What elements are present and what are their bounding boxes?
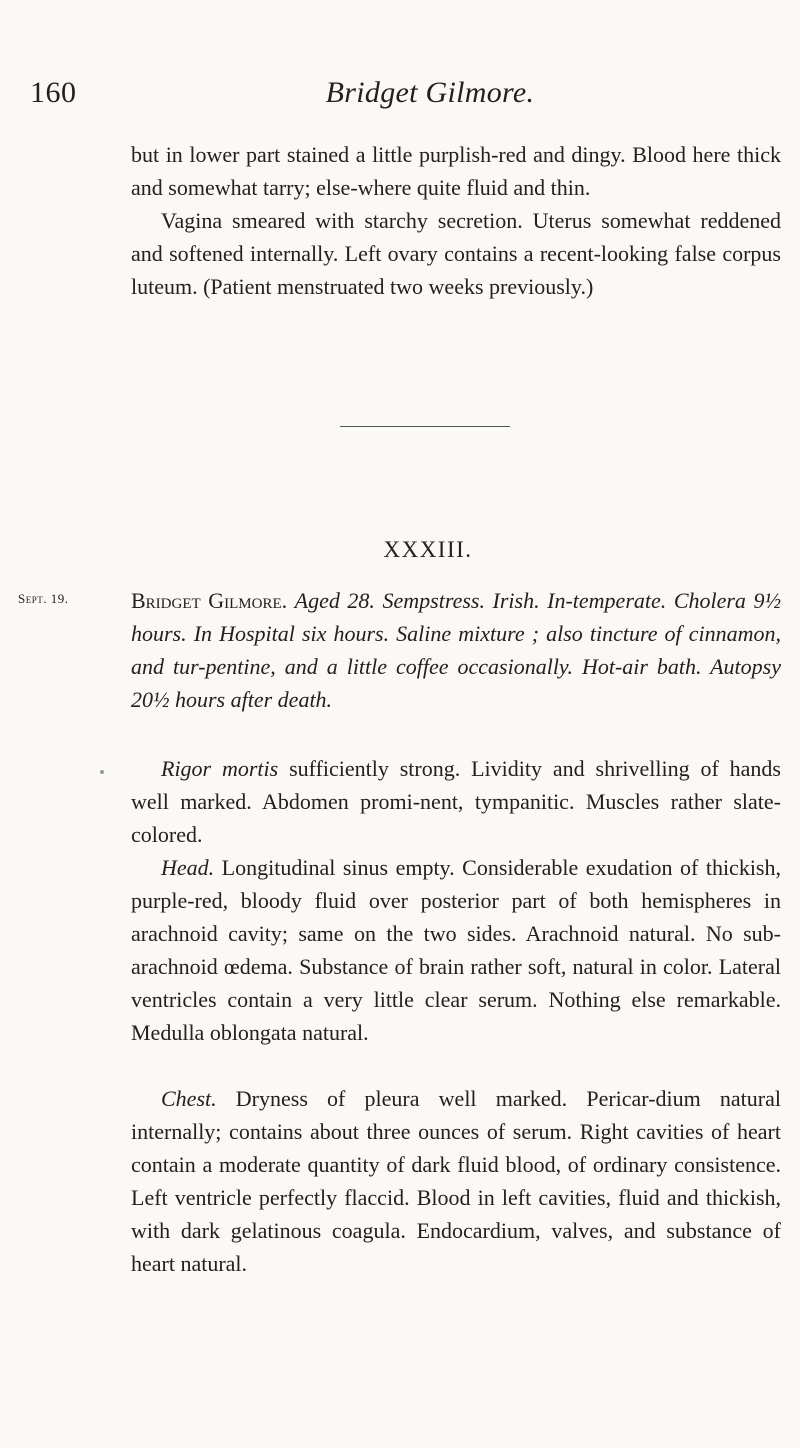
case-details: Aged 28. Sempstress. Irish. In-temperate. Cholera 9½ hours. In Hospital six hours. Saline mixture ; also tincture of cinnamon, and tur-pentine, and a little coffee occasionally. Hot-air bath. Autopsy 20½ hours after death.	[131, 588, 781, 712]
page-header	[0, 76, 800, 116]
case-summary	[131, 584, 781, 716]
paragraph-blood: but in lower part stained a little purplish-red and dingy. Blood here thick and somewhat tarry; else-where quite fluid and thin.	[131, 142, 781, 200]
running-title: Bridget Gilmore.	[325, 76, 535, 109]
chest-lead: Chest.	[161, 1086, 217, 1111]
rigor-text: sufficiently strong. Lividity and shrivelling of hands well marked. Abdomen promi-nent, tympanitic. Muscles rather slate-colored.	[131, 756, 781, 847]
paragraph-vagina: Vagina smeared with starchy secretion. Uterus somewhat reddened and softened internally. Left ovary contains a recent-looking false corpus luteum. (Patient menstruated two weeks previously.)	[131, 208, 781, 299]
paragraph-head	[131, 851, 781, 1049]
page-number: 160	[30, 76, 77, 109]
section-heading: XXXIII.	[383, 537, 473, 562]
chest-text: Dryness of pleura well marked. Pericar-dium natural internally; contains about three ounces of serum. Right cavities of heart contain a moderate quantity of dark fluid blood, of ordinary consistence. Left ventricle perfectly flaccid. Blood in left cavities, fluid and thickish, with dark gelatinous coagula. Endocardium, valves, and substance of heart natural.	[131, 1086, 781, 1276]
page-speck	[100, 770, 104, 774]
head-text: Longitudinal sinus empty. Considerable exudation of thickish, purple-red, bloody fluid over posterior part of both hemispheres in arachnoid cavity; same on the two sides. Arachnoid natural. No sub-arachnoid œdema. Substance of brain rather soft, natural in color. Lateral ventricles contain a very little clear serum. Nothing else remarkable. Medulla oblongata natural.	[131, 855, 781, 1045]
section-divider	[340, 426, 510, 427]
head-lead: Head.	[161, 855, 215, 880]
paragraph-rigor	[131, 752, 781, 851]
margin-date-note: Sept. 19.	[18, 591, 69, 606]
patient-name: Bridget Gilmore.	[131, 588, 288, 613]
rigor-lead: Rigor mortis	[161, 756, 279, 781]
paragraph-chest	[131, 1082, 781, 1280]
